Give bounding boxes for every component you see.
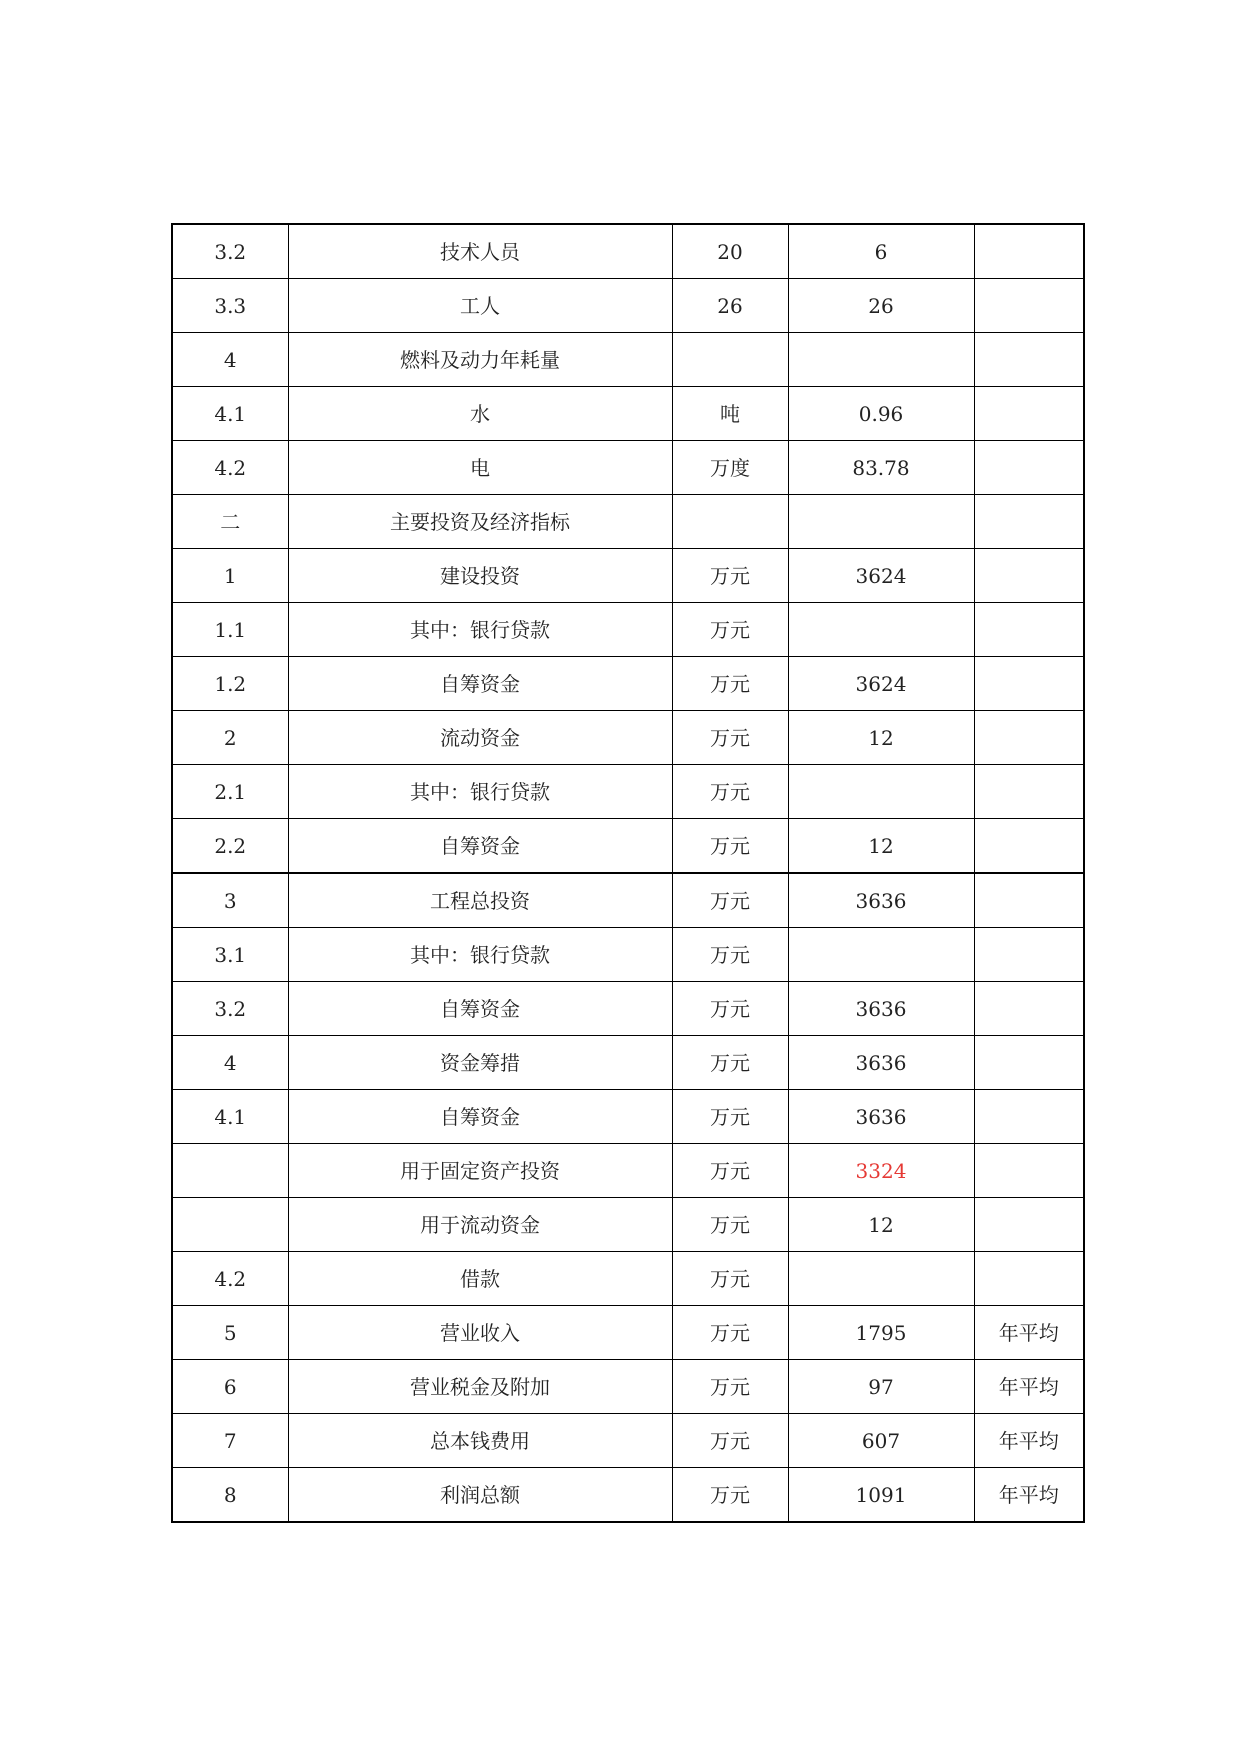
- row-note: [974, 495, 1084, 549]
- row-note: [974, 1090, 1084, 1144]
- row-value: [788, 603, 974, 657]
- indicator-table: [171, 223, 1085, 1523]
- table-row: [172, 549, 1084, 603]
- row-item: 工人: [288, 279, 672, 333]
- row-unit: 万元: [672, 765, 788, 819]
- row-value: 3624: [788, 657, 974, 711]
- row-note: 年平均: [974, 1360, 1084, 1414]
- row-unit: 万元: [672, 1360, 788, 1414]
- row-number: 4.1: [172, 387, 288, 441]
- table-row: [172, 224, 1084, 279]
- row-note: [974, 657, 1084, 711]
- row-number: 4.2: [172, 1252, 288, 1306]
- row-item: 自筹资金: [288, 657, 672, 711]
- table-row: [172, 657, 1084, 711]
- table-row: [172, 1414, 1084, 1468]
- table-row: [172, 1090, 1084, 1144]
- row-note: [974, 982, 1084, 1036]
- row-note: [974, 711, 1084, 765]
- row-value: [788, 1252, 974, 1306]
- row-note: [974, 603, 1084, 657]
- table-row: [172, 765, 1084, 819]
- row-item: 资金筹措: [288, 1036, 672, 1090]
- row-item: 用于固定资产投资: [288, 1144, 672, 1198]
- table-row: [172, 1306, 1084, 1360]
- row-note: [974, 387, 1084, 441]
- row-value: 3624: [788, 549, 974, 603]
- row-note: [974, 441, 1084, 495]
- row-value: 3636: [788, 873, 974, 928]
- row-number: [172, 1144, 288, 1198]
- row-number: 5: [172, 1306, 288, 1360]
- row-number: 3.2: [172, 224, 288, 279]
- row-unit: 26: [672, 279, 788, 333]
- row-item: 营业税金及附加: [288, 1360, 672, 1414]
- table-row: [172, 1036, 1084, 1090]
- row-unit: [672, 495, 788, 549]
- row-note: [974, 765, 1084, 819]
- row-item: 用于流动资金: [288, 1198, 672, 1252]
- row-value: 12: [788, 819, 974, 874]
- row-number: 6: [172, 1360, 288, 1414]
- row-value: 3636: [788, 1090, 974, 1144]
- table-row: [172, 441, 1084, 495]
- row-unit: 万度: [672, 441, 788, 495]
- row-note: 年平均: [974, 1306, 1084, 1360]
- row-number: [172, 1198, 288, 1252]
- row-item: 总本钱费用: [288, 1414, 672, 1468]
- row-unit: 20: [672, 224, 788, 279]
- row-item: 利润总额: [288, 1468, 672, 1523]
- row-value: 12: [788, 1198, 974, 1252]
- row-note: [974, 1144, 1084, 1198]
- table-row: [172, 1360, 1084, 1414]
- row-number: 1.2: [172, 657, 288, 711]
- table-row: [172, 603, 1084, 657]
- row-item: 技术人员: [288, 224, 672, 279]
- row-unit: 万元: [672, 1306, 788, 1360]
- row-value: [788, 333, 974, 387]
- row-value: 26: [788, 279, 974, 333]
- row-value: 1795: [788, 1306, 974, 1360]
- table-row: [172, 1468, 1084, 1523]
- row-unit: 万元: [672, 1468, 788, 1523]
- row-value: [788, 495, 974, 549]
- row-note: [974, 873, 1084, 928]
- row-note: [974, 279, 1084, 333]
- row-number: 3.1: [172, 928, 288, 982]
- table-row: [172, 1144, 1084, 1198]
- table-row: [172, 873, 1084, 928]
- row-number: 4: [172, 1036, 288, 1090]
- row-unit: 万元: [672, 1414, 788, 1468]
- row-value: 6: [788, 224, 974, 279]
- row-unit: 万元: [672, 603, 788, 657]
- row-note: [974, 1198, 1084, 1252]
- row-number: 1: [172, 549, 288, 603]
- row-number: 3: [172, 873, 288, 928]
- row-number: 3.2: [172, 982, 288, 1036]
- table-row: [172, 387, 1084, 441]
- row-item: 自筹资金: [288, 819, 672, 874]
- table-row: [172, 279, 1084, 333]
- row-item: 其中：银行贷款: [288, 603, 672, 657]
- row-item: 主要投资及经济指标: [288, 495, 672, 549]
- row-number: 4: [172, 333, 288, 387]
- row-unit: 万元: [672, 1144, 788, 1198]
- row-number: 3.3: [172, 279, 288, 333]
- row-unit: 万元: [672, 657, 788, 711]
- row-item: 自筹资金: [288, 1090, 672, 1144]
- row-note: [974, 224, 1084, 279]
- row-item: 工程总投资: [288, 873, 672, 928]
- row-note: [974, 928, 1084, 982]
- row-note: 年平均: [974, 1414, 1084, 1468]
- table-row: [172, 819, 1084, 874]
- row-note: [974, 549, 1084, 603]
- row-unit: 万元: [672, 549, 788, 603]
- row-number: 2: [172, 711, 288, 765]
- table-row: [172, 928, 1084, 982]
- row-number: 2.2: [172, 819, 288, 874]
- table-row: [172, 495, 1084, 549]
- row-item: 电: [288, 441, 672, 495]
- row-value: 3636: [788, 1036, 974, 1090]
- table-row: [172, 1252, 1084, 1306]
- row-value: 3636: [788, 982, 974, 1036]
- table-row: [172, 711, 1084, 765]
- row-note: [974, 1252, 1084, 1306]
- row-item: 水: [288, 387, 672, 441]
- row-unit: 万元: [672, 928, 788, 982]
- row-unit: 万元: [672, 1090, 788, 1144]
- row-value: 0.96: [788, 387, 974, 441]
- row-note: [974, 1036, 1084, 1090]
- row-unit: 吨: [672, 387, 788, 441]
- row-value: [788, 765, 974, 819]
- row-value: 1091: [788, 1468, 974, 1523]
- table-row: [172, 1198, 1084, 1252]
- row-number: 8: [172, 1468, 288, 1523]
- row-note: [974, 333, 1084, 387]
- row-unit: 万元: [672, 873, 788, 928]
- row-unit: 万元: [672, 1198, 788, 1252]
- row-number: 4.2: [172, 441, 288, 495]
- row-item: 建设投资: [288, 549, 672, 603]
- row-item: 流动资金: [288, 711, 672, 765]
- row-value: 12: [788, 711, 974, 765]
- row-value: [788, 928, 974, 982]
- row-number: 2.1: [172, 765, 288, 819]
- table-row: [172, 333, 1084, 387]
- row-item: 借款: [288, 1252, 672, 1306]
- row-item: 燃料及动力年耗量: [288, 333, 672, 387]
- row-unit: 万元: [672, 1252, 788, 1306]
- row-unit: 万元: [672, 819, 788, 874]
- row-value: 97: [788, 1360, 974, 1414]
- row-number: 4.1: [172, 1090, 288, 1144]
- row-unit: 万元: [672, 1036, 788, 1090]
- row-value: 607: [788, 1414, 974, 1468]
- row-unit: 万元: [672, 982, 788, 1036]
- row-item: 营业收入: [288, 1306, 672, 1360]
- row-item: 其中：银行贷款: [288, 928, 672, 982]
- row-note: [974, 819, 1084, 874]
- row-number: 二: [172, 495, 288, 549]
- row-note: 年平均: [974, 1468, 1084, 1523]
- row-value: 83.78: [788, 441, 974, 495]
- row-number: 7: [172, 1414, 288, 1468]
- table-row: [172, 982, 1084, 1036]
- row-value-highlighted: 3324: [788, 1144, 974, 1198]
- row-number: 1.1: [172, 603, 288, 657]
- row-item: 其中：银行贷款: [288, 765, 672, 819]
- row-item: 自筹资金: [288, 982, 672, 1036]
- row-unit: 万元: [672, 711, 788, 765]
- row-unit: [672, 333, 788, 387]
